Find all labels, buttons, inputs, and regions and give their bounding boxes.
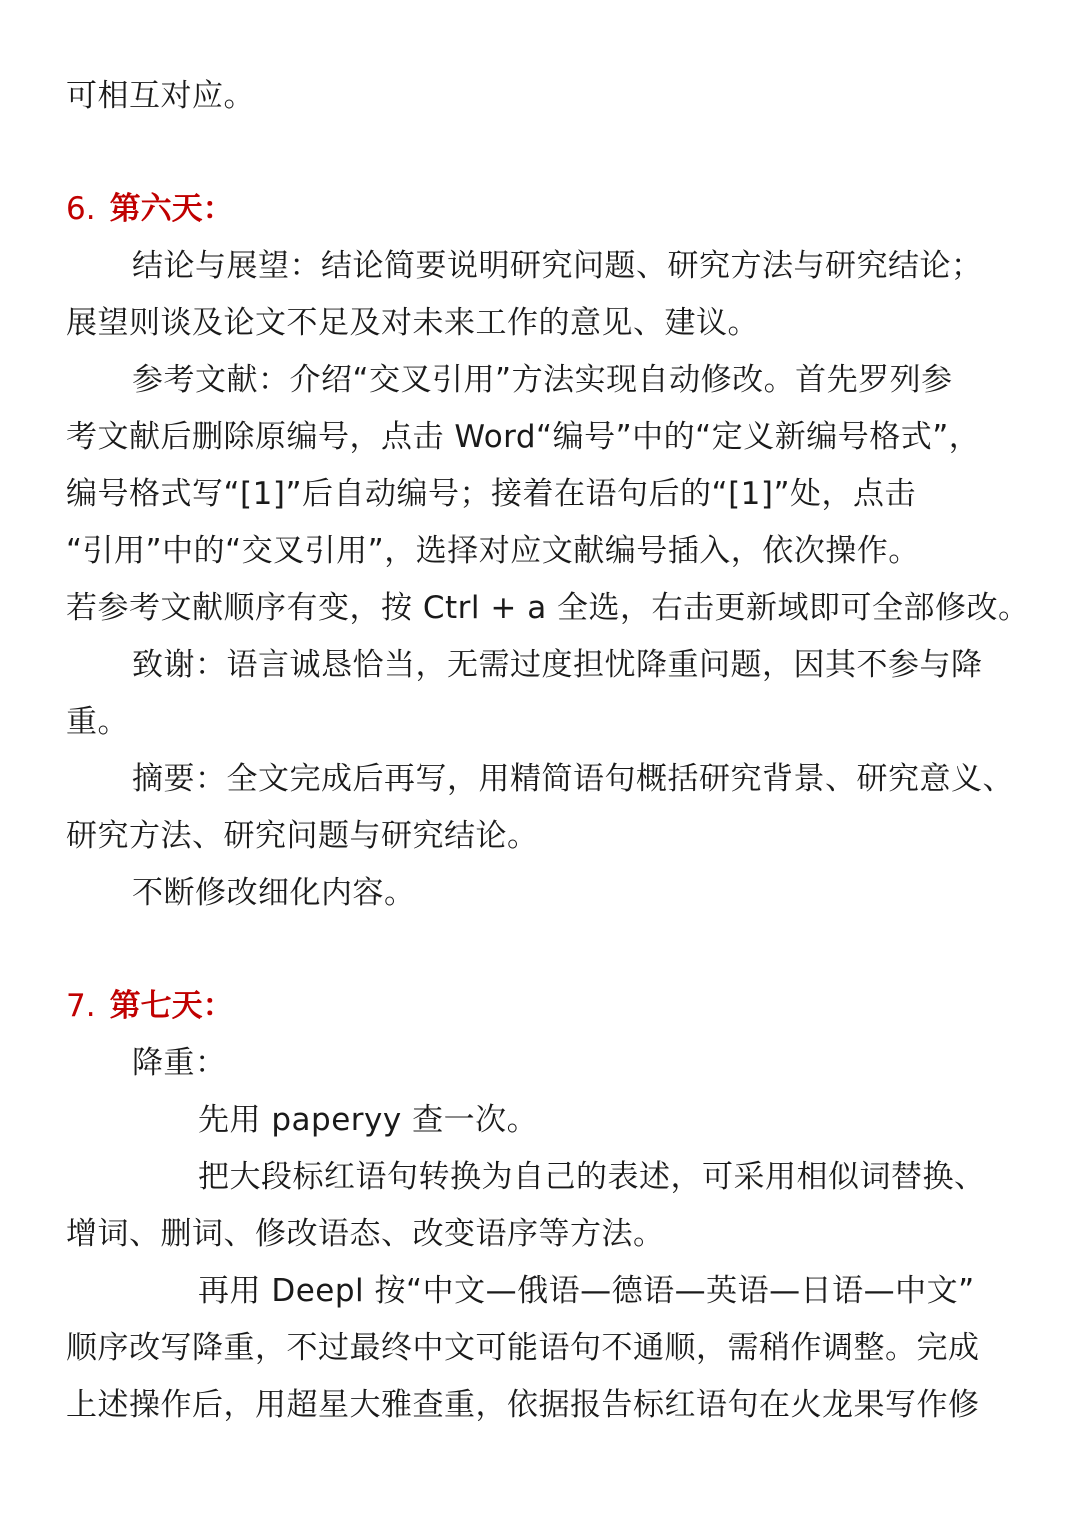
- section-gap: [66, 922, 1020, 978]
- paragraph-line: 考文献后删除原编号，点击 Word“编号”中的“定义新编号格式”，: [66, 419, 981, 455]
- section-gap: [66, 125, 1020, 181]
- paragraph-line: 可相互对应。: [66, 78, 255, 114]
- section-number: 6.: [66, 191, 96, 227]
- paragraph-line: 增词、删词、修改语态、改变语序等方法。: [66, 1216, 665, 1252]
- paragraph-line: 不断修改细化内容。: [132, 875, 416, 911]
- paragraph-line: 再用 Deepl 按“中文—俄语—德语—英语—日语—中文”: [198, 1273, 975, 1309]
- section-heading-day7: [66, 978, 1020, 1035]
- paragraph-line: 降重：: [132, 1045, 227, 1081]
- paragraph-line: 顺序改写降重，不过最终中文可能语句不通顺，需稍作调整。完成: [66, 1330, 980, 1366]
- paragraph-line: 参考文献：介绍“交叉引用”方法实现自动修改。首先罗列参: [132, 362, 953, 398]
- paragraph-line: 展望则谈及论文不足及对未来工作的意见、建议。: [66, 305, 759, 341]
- section-number: 7.: [66, 988, 96, 1024]
- document-page: [66, 68, 1030, 1434]
- section-title: 第六天：: [109, 191, 234, 227]
- paragraph-line: 若参考文献顺序有变，按 Ctrl + a 全选，右击更新域即可全部修改。: [66, 590, 1030, 626]
- paragraph-line: 编号格式写“[1]”后自动编号；接着在语句后的“[1]”处，点击: [66, 476, 917, 512]
- paragraph-line: 重。: [66, 704, 129, 740]
- paragraph-line: 先用 paperyy 查一次。: [198, 1102, 539, 1138]
- section-title: 第七天：: [109, 988, 234, 1024]
- paragraph-line: 摘要：全文完成后再写，用精简语句概括研究背景、研究意义、: [132, 761, 1014, 797]
- paragraph-line: 结论与展望：结论简要说明研究问题、研究方法与研究结论；: [132, 248, 983, 284]
- section-heading-day6: [66, 181, 1020, 238]
- paragraph-line: “引用”中的“交叉引用”，选择对应文献编号插入，依次操作。: [66, 533, 920, 569]
- paragraph-line: 致谢：语言诚恳恰当，无需过度担忧降重问题，因其不参与降: [132, 647, 983, 683]
- paragraph-line: 研究方法、研究问题与研究结论。: [66, 818, 539, 854]
- paragraph-line: 上述操作后，用超星大雅查重，依据报告标红语句在火龙果写作修: [66, 1387, 980, 1423]
- paragraph-line: 把大段标红语句转换为自己的表述，可采用相似词替换、: [198, 1159, 986, 1195]
